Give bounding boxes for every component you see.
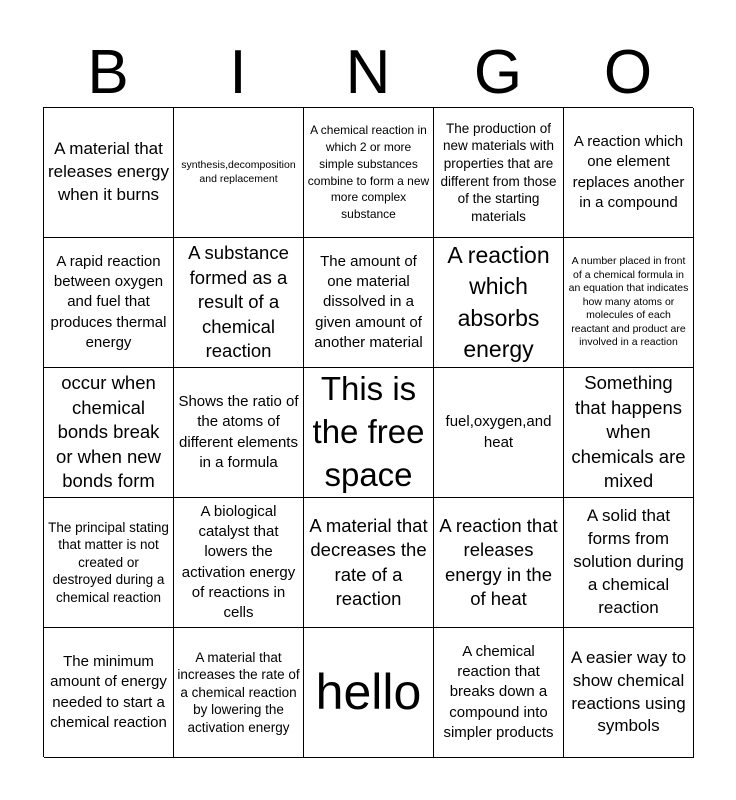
bingo-cell-r5c3[interactable]: hello <box>304 628 434 758</box>
bingo-cell-r2c2[interactable]: A substance formed as a result of a chemical reaction <box>174 238 304 368</box>
bingo-cell-r4c1[interactable]: The principal stating that matter is not created or destroyed during a chemical reaction <box>44 498 174 628</box>
header-letter-b: B <box>87 38 129 107</box>
bingo-cell-r5c4[interactable]: A chemical reaction that breaks down a compound into simpler products <box>434 628 564 758</box>
bingo-cell-r4c4[interactable]: A reaction that releases energy in the of heat <box>434 498 564 628</box>
bingo-cell-r4c3[interactable]: A material that decreases the rate of a reaction <box>304 498 434 628</box>
header-letter-g: G <box>473 38 523 107</box>
bingo-cell-r1c2[interactable]: synthesis,decomposition and replacement <box>174 108 304 238</box>
bingo-cell-r5c5[interactable]: A easier way to show chemical reactions using symbols <box>564 628 694 758</box>
header-letter-n: N <box>345 38 391 107</box>
bingo-cell-r2c1[interactable]: A rapid reaction between oxygen and fuel that produces thermal energy <box>44 238 174 368</box>
bingo-cell-r1c5[interactable]: A reaction which one element replaces another in a compound <box>564 108 694 238</box>
bingo-cell-r3c1[interactable]: occur when chemical bonds break or when new bonds form <box>44 368 174 498</box>
bingo-cell-r1c1[interactable]: A material that releases energy when it burns <box>44 108 174 238</box>
bingo-cell-r1c4[interactable]: The production of new materials with properties that are different from those of the starting materials <box>434 108 564 238</box>
bingo-cell-r5c2[interactable]: A material that increases the rate of a chemical reaction by lowering the activation energy <box>174 628 304 758</box>
free-space-cell[interactable]: This is the free space <box>304 368 434 498</box>
bingo-cell-r4c2[interactable]: A biological catalyst that lowers the activation energy of reactions in cells <box>174 498 304 628</box>
bingo-cell-r2c5[interactable]: A number placed in front of a chemical formula in an equation that indicates how many atoms or molecules of each reactant and product are involved in a reaction <box>564 238 694 368</box>
bingo-cell-r1c3[interactable]: A chemical reaction in which 2 or more simple substances combine to form a new more complex substance <box>304 108 434 238</box>
bingo-cell-r5c1[interactable]: The minimum amount of energy needed to start a chemical reaction <box>44 628 174 758</box>
bingo-header <box>43 38 693 108</box>
bingo-cell-r3c4[interactable]: fuel,oxygen,and heat <box>434 368 564 498</box>
bingo-cell-r2c3[interactable]: The amount of one material dissolved in a given amount of another material <box>304 238 434 368</box>
bingo-cell-r3c2[interactable]: Shows the ratio of the atoms of different elements in a formula <box>174 368 304 498</box>
bingo-cell-r2c4[interactable]: A reaction which absorbs energy <box>434 238 564 368</box>
header-letter-i: I <box>229 38 247 107</box>
bingo-cell-r4c5[interactable]: A solid that forms from solution during a chemical reaction <box>564 498 694 628</box>
header-letter-o: O <box>603 38 653 107</box>
bingo-cell-r3c5[interactable]: Something that happens when chemicals are mixed <box>564 368 694 498</box>
bingo-board <box>43 107 693 757</box>
